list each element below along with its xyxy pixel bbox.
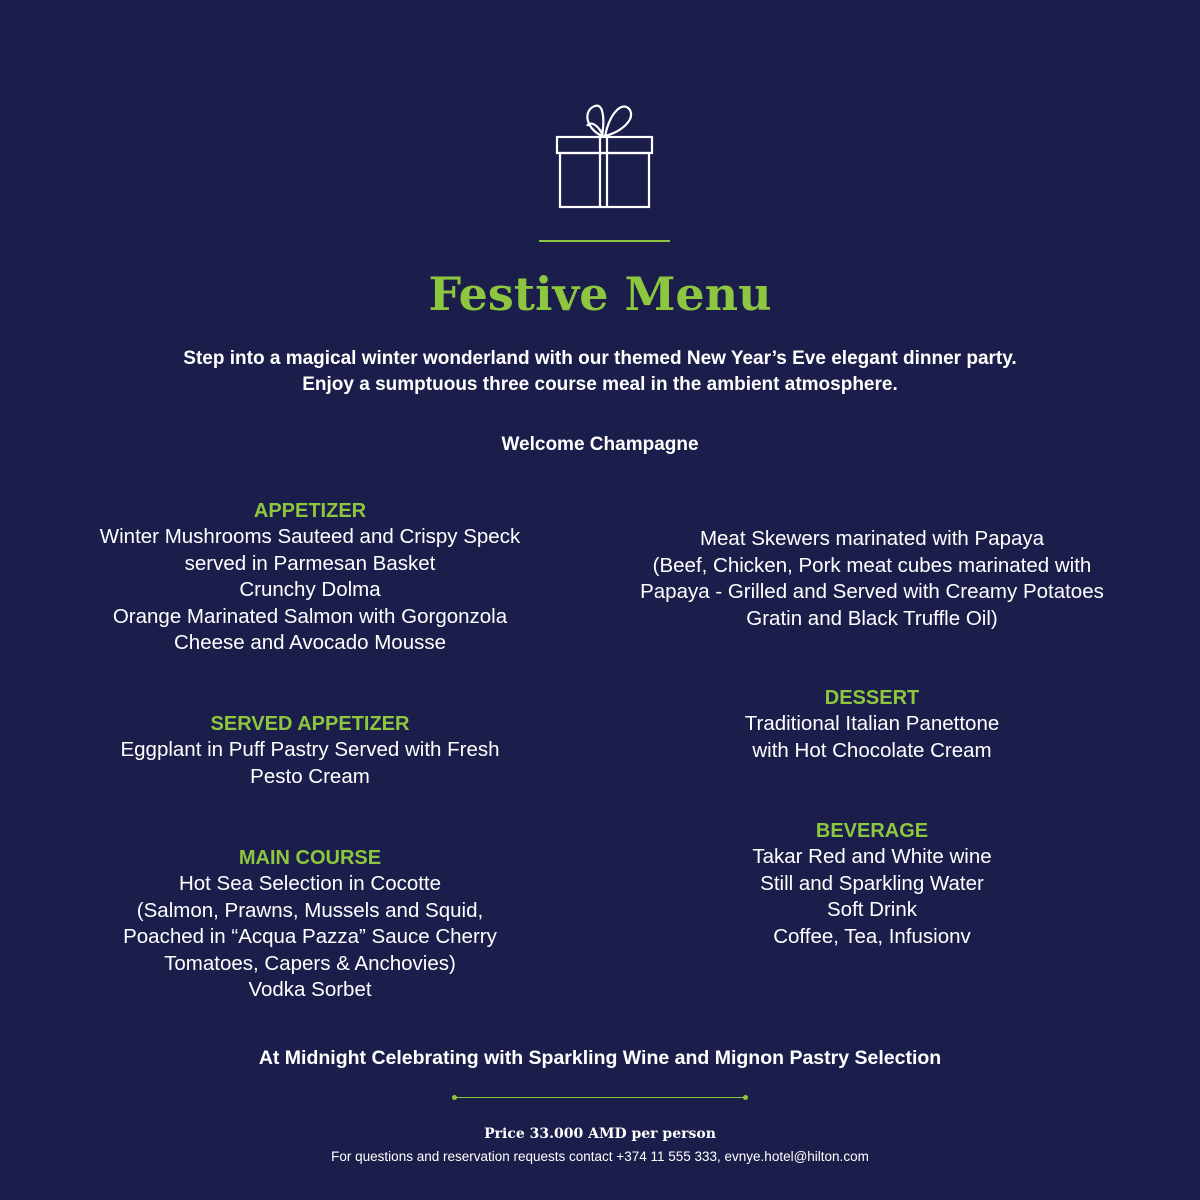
title-divider <box>539 240 670 242</box>
intro-text <box>0 346 1200 398</box>
menu-line: Eggplant in Puff Pastry Served with Fresh <box>120 738 500 761</box>
menu-line: Winter Mushrooms Sauteed and Crispy Speck <box>99 525 521 548</box>
section-heading: MAIN COURSE <box>238 847 382 869</box>
menu-line: Gratin and Black Truffle Oil) <box>746 606 998 630</box>
menu-line: (Beef, Chicken, Pork meat cubes marinated with <box>652 553 1092 577</box>
intro-line: Enjoy a sumptuous three course meal in the ambient atmosphere. <box>302 374 898 395</box>
menu-line: (Salmon, Prawns, Mussels and Squid, <box>136 898 484 922</box>
section-dessert <box>622 685 1122 764</box>
welcome-drink: Welcome Champagne <box>501 434 699 455</box>
menu-line: Still and Sparkling Water <box>760 871 984 895</box>
price-text: Price 33.000 AMD per person <box>484 1126 716 1142</box>
section-heading: DESSERT <box>824 687 920 709</box>
intro-line: Step into a magical winter wonderland with our themed New Year’s Eve elegant dinner party. <box>183 348 1017 369</box>
menu-line: Crunchy Dolma <box>239 578 381 602</box>
section-main-course-continued <box>622 526 1122 632</box>
menu-line: Meat Skewers marinated with Papaya <box>699 527 1045 550</box>
section-served-appetizer <box>60 711 560 790</box>
divider-dot <box>452 1095 457 1100</box>
menu-line: Soft Drink <box>827 898 917 922</box>
menu-line: Coffee, Tea, Infusionv <box>773 924 971 948</box>
section-appetizer <box>60 498 560 657</box>
menu-line: with Hot Chocolate Cream <box>752 738 992 762</box>
section-heading: SERVED APPETIZER <box>210 713 410 735</box>
menu-line: Traditional Italian Panettone <box>744 712 1000 735</box>
menu-line: Pesto Cream <box>250 764 370 788</box>
section-beverage <box>622 818 1122 950</box>
footer-divider <box>455 1097 745 1098</box>
menu-line: Poached in “Acqua Pazza” Sauce Cherry <box>123 925 497 949</box>
page-title: Festive Menu <box>428 267 772 321</box>
section-main-course <box>60 845 560 1004</box>
menu-line: Takar Red and White wine <box>752 845 992 868</box>
section-heading: APPETIZER <box>253 500 367 522</box>
midnight-note: At Midnight Celebrating with Sparkling Wine and Mignon Pastry Selection <box>258 1047 942 1069</box>
menu-line: Hot Sea Selection in Cocotte <box>178 872 442 895</box>
menu-line: Cheese and Avocado Mousse <box>173 631 446 655</box>
contact-text: For questions and reservation requests contact +374 11 555 333, evnye.hotel@hilton.com <box>331 1149 869 1164</box>
divider-dot <box>743 1095 748 1100</box>
gift-icon <box>555 98 655 210</box>
menu-line: served in Parmesan Basket <box>184 551 436 575</box>
menu-line: Tomatoes, Capers & Anchovies) <box>164 951 456 975</box>
menu-line: Orange Marinated Salmon with Gorgonzola <box>112 604 508 628</box>
menu-line: Papaya - Grilled and Served with Creamy Potatoes <box>640 580 1104 604</box>
menu-line: Vodka Sorbet <box>248 978 372 1002</box>
section-heading: BEVERAGE <box>815 820 929 842</box>
